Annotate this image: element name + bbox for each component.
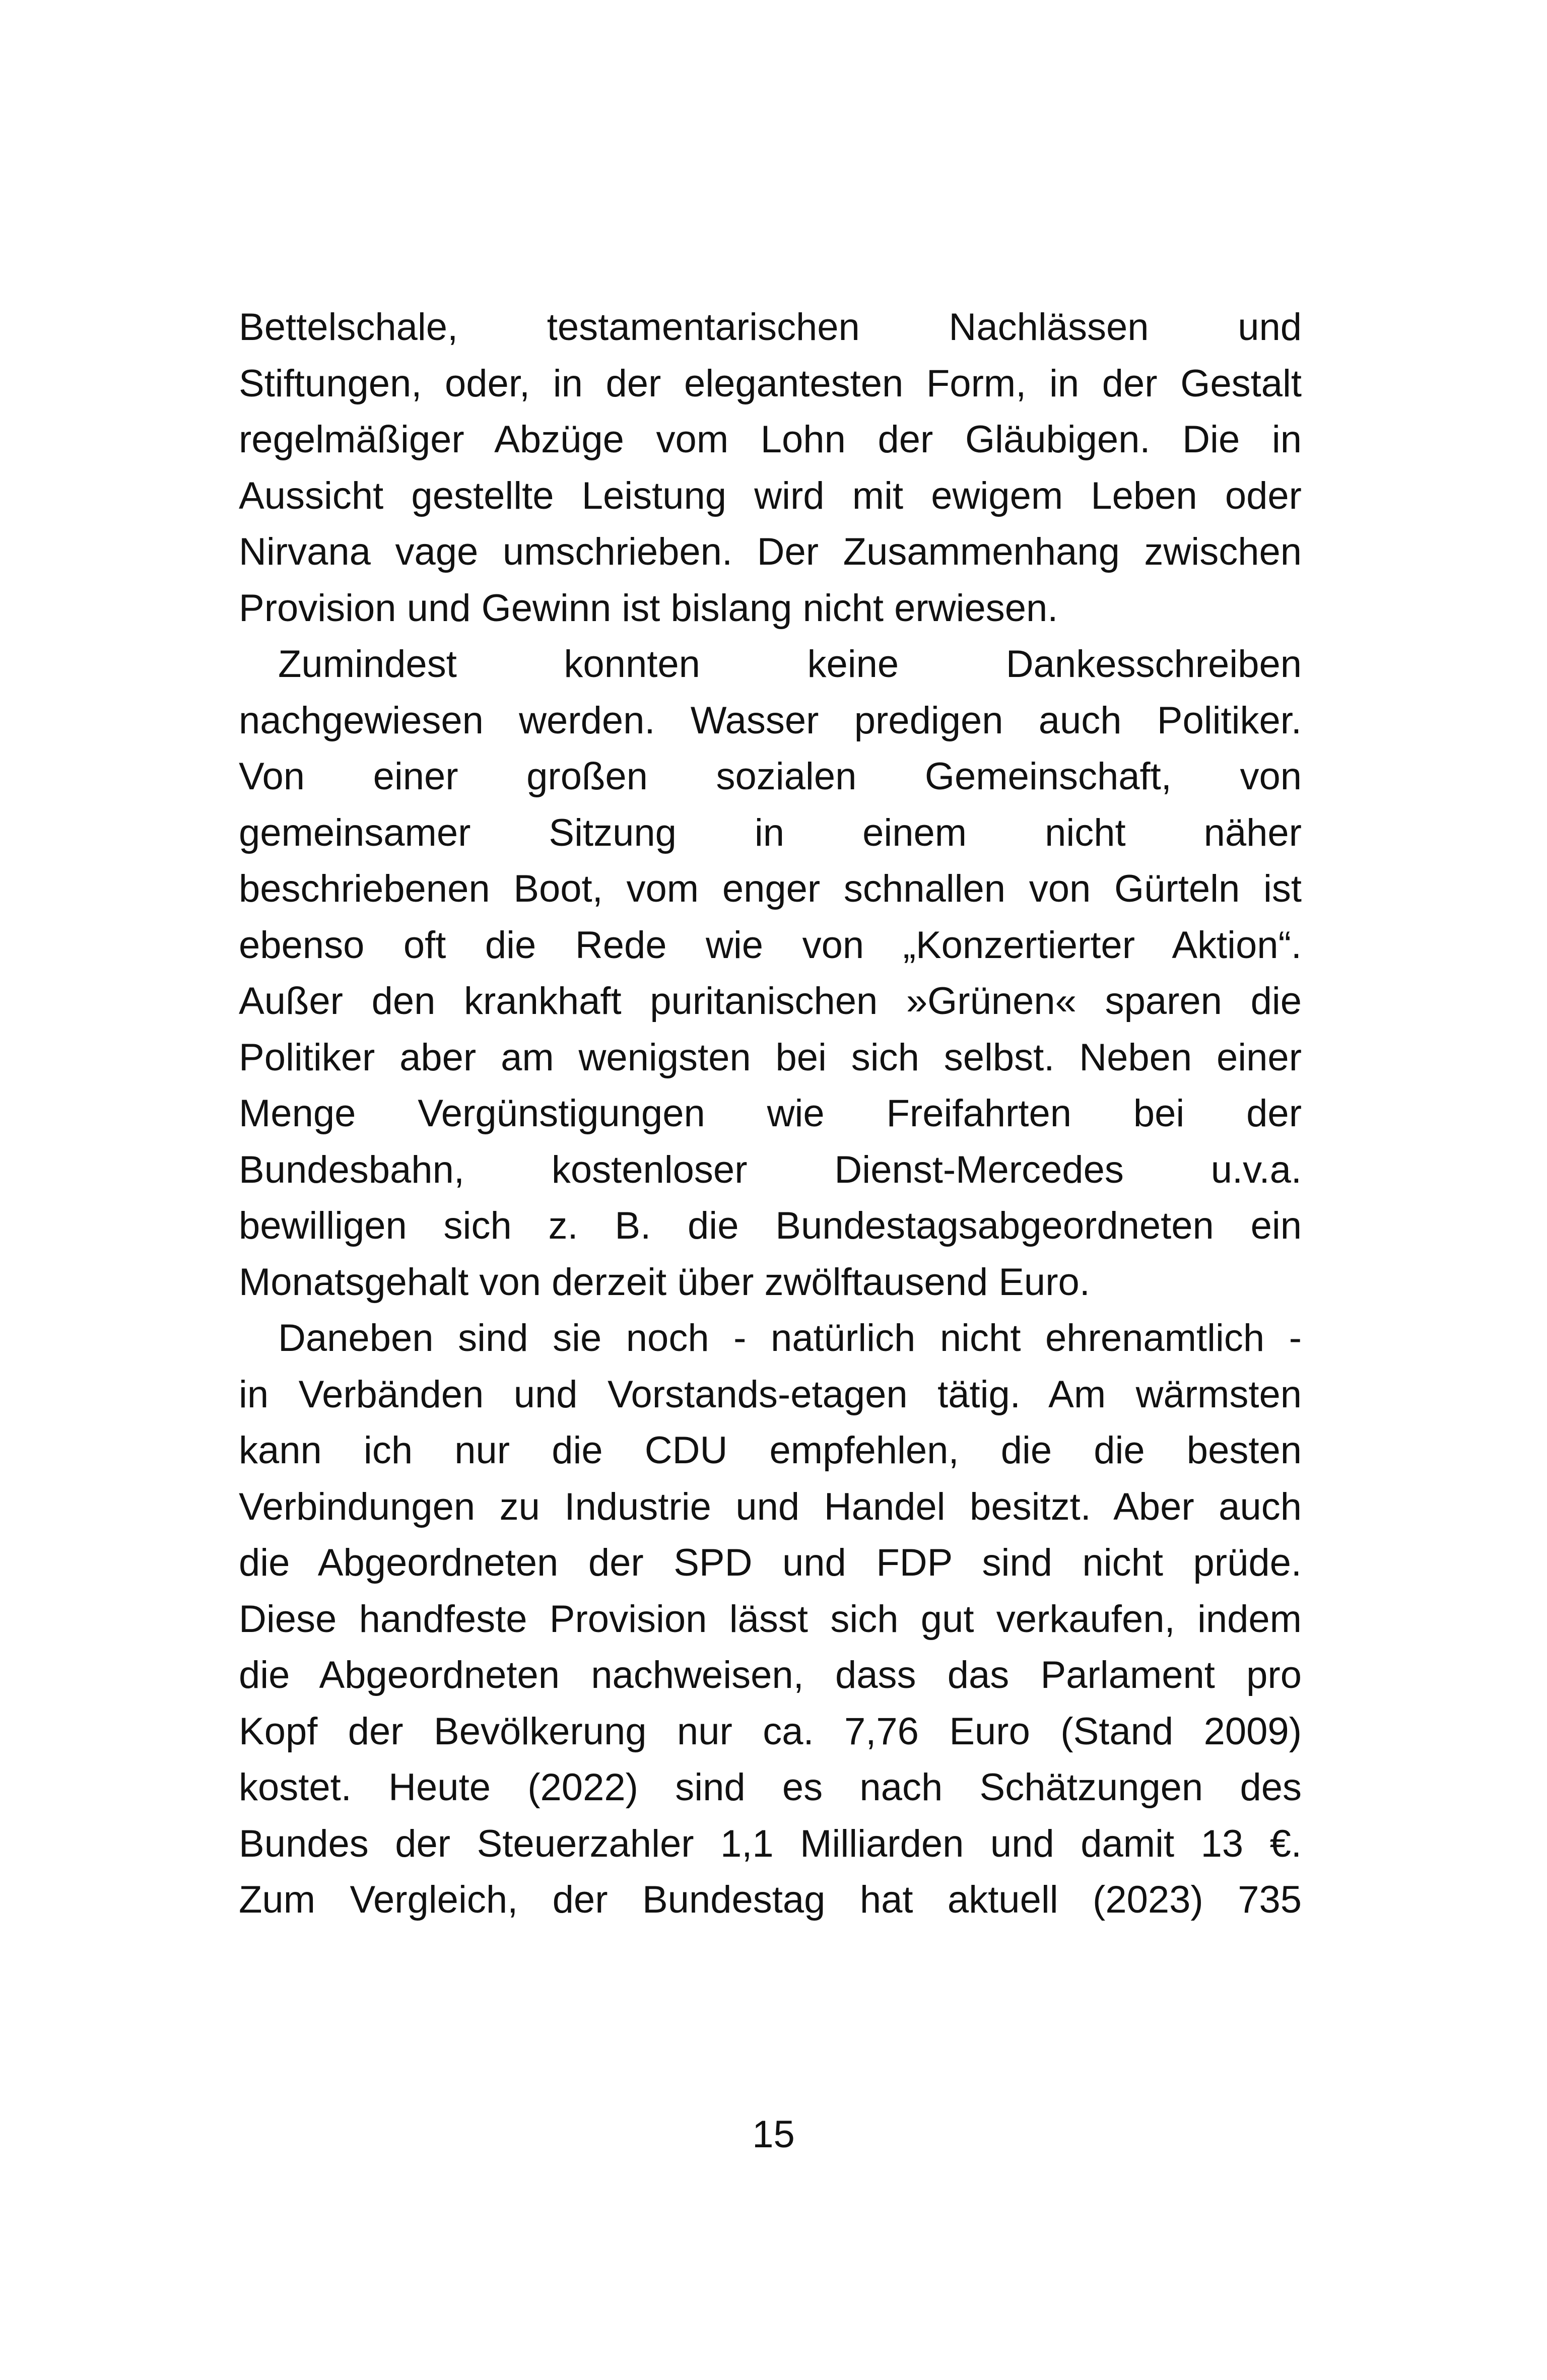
text-line: Menge Vergünstigungen wie Freifahrten bei der	[239, 1092, 1302, 1135]
text-line: regelmäßiger Abzüge vom Lohn der Gläubigen. Die in	[239, 418, 1302, 461]
text-line: Zum Vergleich, der Bundestag hat aktuell (2023) 735	[239, 1878, 1302, 1921]
text-line: Verbindungen zu Industrie und Handel besitzt. Aber auch	[239, 1485, 1302, 1528]
body-text	[239, 299, 1302, 1928]
text-line: bewilligen sich z. B. die Bundestagsabgeordneten ein	[239, 1204, 1302, 1247]
text-line: Politiker aber am wenigsten bei sich selbst. Neben einer	[239, 1036, 1302, 1079]
text-line: die Abgeordneten der SPD und FDP sind nicht prüde.	[239, 1541, 1302, 1584]
text-line: Provision und Gewinn ist bislang nicht erwiesen.	[239, 586, 1058, 630]
text-line: Zumindest konnten keine Dankesschreiben	[278, 643, 1302, 686]
text-line: Nirvana vage umschrieben. Der Zusammenhang zwischen	[239, 530, 1302, 573]
text-line: Aussicht gestellte Leistung wird mit ewigem Leben oder	[239, 474, 1302, 517]
text-line: Außer den krankhaft puritanischen »Grünen« sparen die	[239, 980, 1302, 1023]
text-line: in Verbänden und Vorstands-etagen tätig. Am wärmsten	[239, 1373, 1302, 1416]
text-line: ebenso oft die Rede wie von „Konzertierter Aktion“.	[239, 923, 1302, 967]
text-line: Monatsgehalt von derzeit über zwölftausend Euro.	[239, 1260, 1090, 1304]
text-line: Stiftungen, oder, in der elegantesten Form, in der Gestalt	[239, 362, 1302, 405]
text-line: Daneben sind sie noch - natürlich nicht ehrenamtlich -	[278, 1317, 1302, 1359]
text-line: gemeinsamer Sitzung in einem nicht näher	[239, 811, 1302, 854]
text-line: Von einer großen sozialen Gemeinschaft, von	[239, 755, 1302, 798]
text-line: kostet. Heute (2022) sind es nach Schätzungen des	[239, 1766, 1302, 1809]
page-number: 15	[752, 2113, 795, 2156]
text-line: Bundes der Steuerzahler 1,1 Milliarden und damit 13 €.	[239, 1822, 1302, 1865]
text-line: beschriebenen Boot, vom enger schnallen von Gürteln ist	[239, 867, 1302, 910]
text-line: Diese handfeste Provision lässt sich gut verkaufen, indem	[239, 1597, 1302, 1641]
text-line: Kopf der Bevölkerung nur ca. 7,76 Euro (Stand 2009)	[239, 1710, 1302, 1753]
text-line: nachgewiesen werden. Wasser predigen auch Politiker.	[239, 699, 1302, 742]
text-line: Bettelschale, testamentarischen Nachlässen und	[239, 306, 1302, 349]
text-line: kann ich nur die CDU empfehlen, die die besten	[239, 1429, 1302, 1472]
text-line: Bundesbahn, kostenloser Dienst-Mercedes u.v.a.	[239, 1148, 1302, 1191]
text-line: die Abgeordneten nachweisen, dass das Parlament pro	[239, 1654, 1302, 1696]
